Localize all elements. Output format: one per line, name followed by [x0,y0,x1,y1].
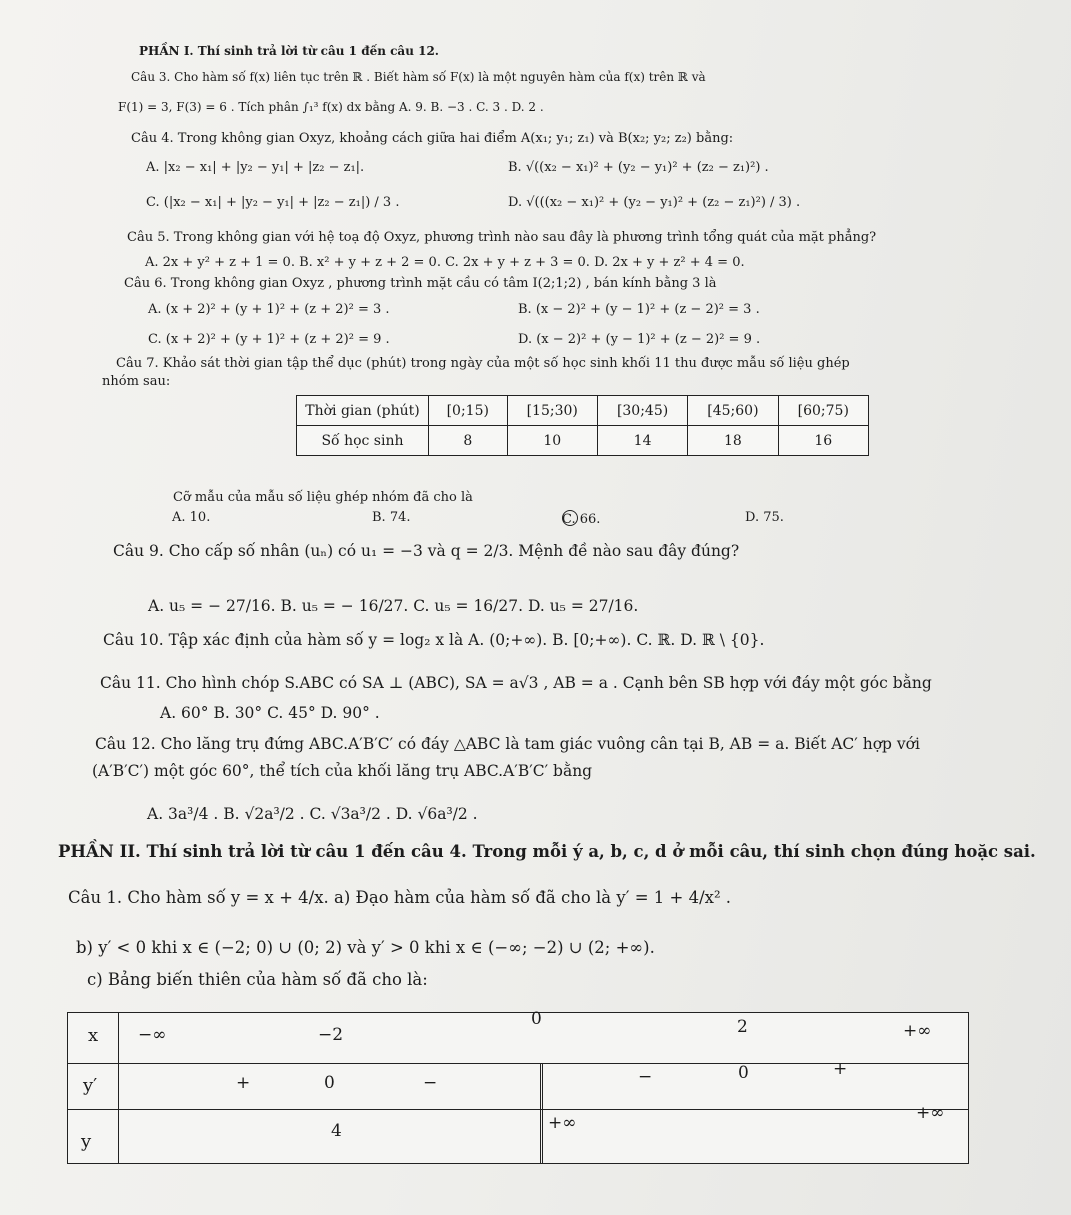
y-prime-sign: − [423,1073,438,1093]
table-cell: [30;45) [597,396,687,426]
q10: Câu 10. Tập xác định của hàm số y = log₂ x là A. (0;+∞). B. [0;+∞). C. ℝ. D. ℝ \ {0}. [103,631,765,649]
q12-line1: Câu 12. Cho lăng trụ đứng ABC.A′B′C′ có đáy △ABC là tam giác vuông cân tại B, AB = a. Biết AC′ hợp với [95,735,920,753]
x-value: −2 [318,1025,344,1045]
q6-option-c: C. (x + 2)² + (y + 1)² + (z + 2)² = 9 . [148,332,390,347]
q7-data-table [296,395,869,456]
y-prime-value: 0 [738,1063,749,1083]
q7-question: Cỡ mẫu của mẫu số liệu ghép nhóm đã cho là [173,490,473,505]
q6-option-b: B. (x − 2)² + (y − 1)² + (z − 2)² = 3 . [518,302,760,317]
table-divider [118,1013,119,1163]
q11-stem: Câu 11. Cho hình chóp S.ABC có SA ⊥ (ABC), SA = a√3 , AB = a . Cạnh bên SB hợp với đáy một góc bằng [100,674,932,692]
q6-stem: Câu 6. Trong không gian Oxyz , phương trình mặt cầu có tâm I(2;1;2) , bán kính bằng 3 là [124,276,717,291]
q4-option-b: B. √((x₂ − x₁)² + (y₂ − y₁)² + (z₂ − z₁)²) . [508,160,769,175]
table-cell: [45;60) [688,396,778,426]
y-value: 4 [331,1121,342,1141]
table-cell: [0;15) [429,396,508,426]
q7-option-b: B. 74. [372,510,411,525]
x-value: −∞ [138,1025,167,1045]
q4-stem: Câu 4. Trong không gian Oxyz, khoảng cách giữa hai điểm A(x₁; y₁; z₁) và B(x₂; y₂; z₂) bằng: [131,131,734,146]
table-row [297,426,869,456]
q6-option-d: D. (x − 2)² + (y − 1)² + (z − 2)² = 9 . [518,332,761,347]
table-cell: [15;30) [507,396,597,426]
y-prime-sign: + [833,1059,848,1079]
table-cell: 14 [597,426,687,456]
q7-stem-2: nhóm sau: [102,374,171,389]
q4-option-d: D. √(((x₂ − x₁)² + (y₂ − y₁)² + (z₂ − z₁)²) / 3) . [508,195,801,210]
table-cell: 10 [507,426,597,456]
q4-option-a: A. |x₂ − x₁| + |y₂ − y₁| + |z₂ − z₁|. [146,160,365,175]
x-value: +∞ [903,1021,932,1041]
y-label: y [81,1131,92,1152]
q12-options: A. 3a³/4 . B. √2a³/2 . C. √3a³/2 . D. √6a³/2 . [147,805,478,823]
part2-q1-b: b) y′ < 0 khi x ∈ (−2; 0) ∪ (0; 2) và y′ > 0 khi x ∈ (−∞; −2) ∪ (2; +∞). [76,938,655,957]
y-prime-sign: + [236,1073,251,1093]
table-divider [68,1109,968,1110]
variation-table [67,1009,969,1164]
q5-options: A. 2x + y² + z + 1 = 0. B. x² + y + z + 2 = 0. C. 2x + y + z + 3 = 0. D. 2x + y + z² + 4 = 0. [145,255,745,270]
q7-option-c-text: C. 66. [562,512,601,527]
x-value: 2 [737,1017,748,1037]
y-value: +∞ [548,1113,577,1133]
q4-option-c: C. (|x₂ − x₁| + |y₂ − y₁| + |z₂ − z₁|) / 3 . [146,195,400,210]
q7-option-a: A. 10. [172,510,211,525]
table-cell: 16 [778,426,868,456]
part1-header: PHẦN I. Thí sinh trả lời từ câu 1 đến câu 12. [139,44,439,58]
table-cell: 18 [688,426,778,456]
q6-option-a: A. (x + 2)² + (y + 1)² + (z + 2)² = 3 . [148,302,390,317]
q7-stem-1: Câu 7. Khảo sát thời gian tập thể dục (phút) trong ngày của một số học sinh khối 11 thu được mẫu số liệu ghép [116,356,850,371]
q5-stem: Câu 5. Trong không gian với hệ toạ độ Oxyz, phương trình nào sau đây là phương trình tổng quát của mặt phẳng? [127,230,877,245]
part2-q1-c: c) Bảng biến thiên của hàm số đã cho là: [87,970,428,989]
y-prime-label: y′ [83,1075,98,1096]
y-prime-value: 0 [324,1073,335,1093]
asymptote-line [540,1063,543,1163]
q9-options: A. u₅ = − 27/16. B. u₅ = − 16/27. C. u₅ = 16/27. D. u₅ = 27/16. [148,597,639,615]
y-prime-sign: − [638,1067,653,1087]
q11-options: A. 60° B. 30° C. 45° D. 90° . [160,704,380,722]
table-cell: 8 [429,426,508,456]
table-cell: [60;75) [778,396,868,426]
table-cell: Số học sinh [297,426,429,456]
q7-option-c [562,510,600,528]
q12-line2: (A′B′C′) một góc 60°, thể tích của khối lăng trụ ABC.A′B′C′ bằng [92,762,593,780]
q9-stem: Câu 9. Cho cấp số nhân (uₙ) có u₁ = −3 và q = 2/3. Mệnh đề nào sau đây đúng? [113,542,740,560]
table-cell: Thời gian (phút) [297,396,429,426]
x-value: 0 [531,1009,542,1029]
table-row [297,396,869,426]
q7-option-d: D. 75. [745,510,784,525]
y-value: +∞ [916,1103,945,1123]
part2-q1-stem: Câu 1. Cho hàm số y = x + 4/x. a) Đạo hàm của hàm số đã cho là y′ = 1 + 4/x² . [68,888,732,907]
q3-line1: Câu 3. Cho hàm số f(x) liên tục trên ℝ . Biết hàm số F(x) là một nguyên hàm của f(x) trên ℝ và [131,70,706,84]
part2-header: PHẦN II. Thí sinh trả lời từ câu 1 đến câu 4. Trong mỗi ý a, b, c, d ở mỗi câu, thí sinh chọn đúng hoặc sai. [58,842,1036,861]
x-label: x [88,1025,99,1046]
q3-line2: F(1) = 3, F(3) = 6 . Tích phân ∫₁³ f(x) dx bằng A. 9. B. −3 . C. 3 . D. 2 . [118,100,544,114]
